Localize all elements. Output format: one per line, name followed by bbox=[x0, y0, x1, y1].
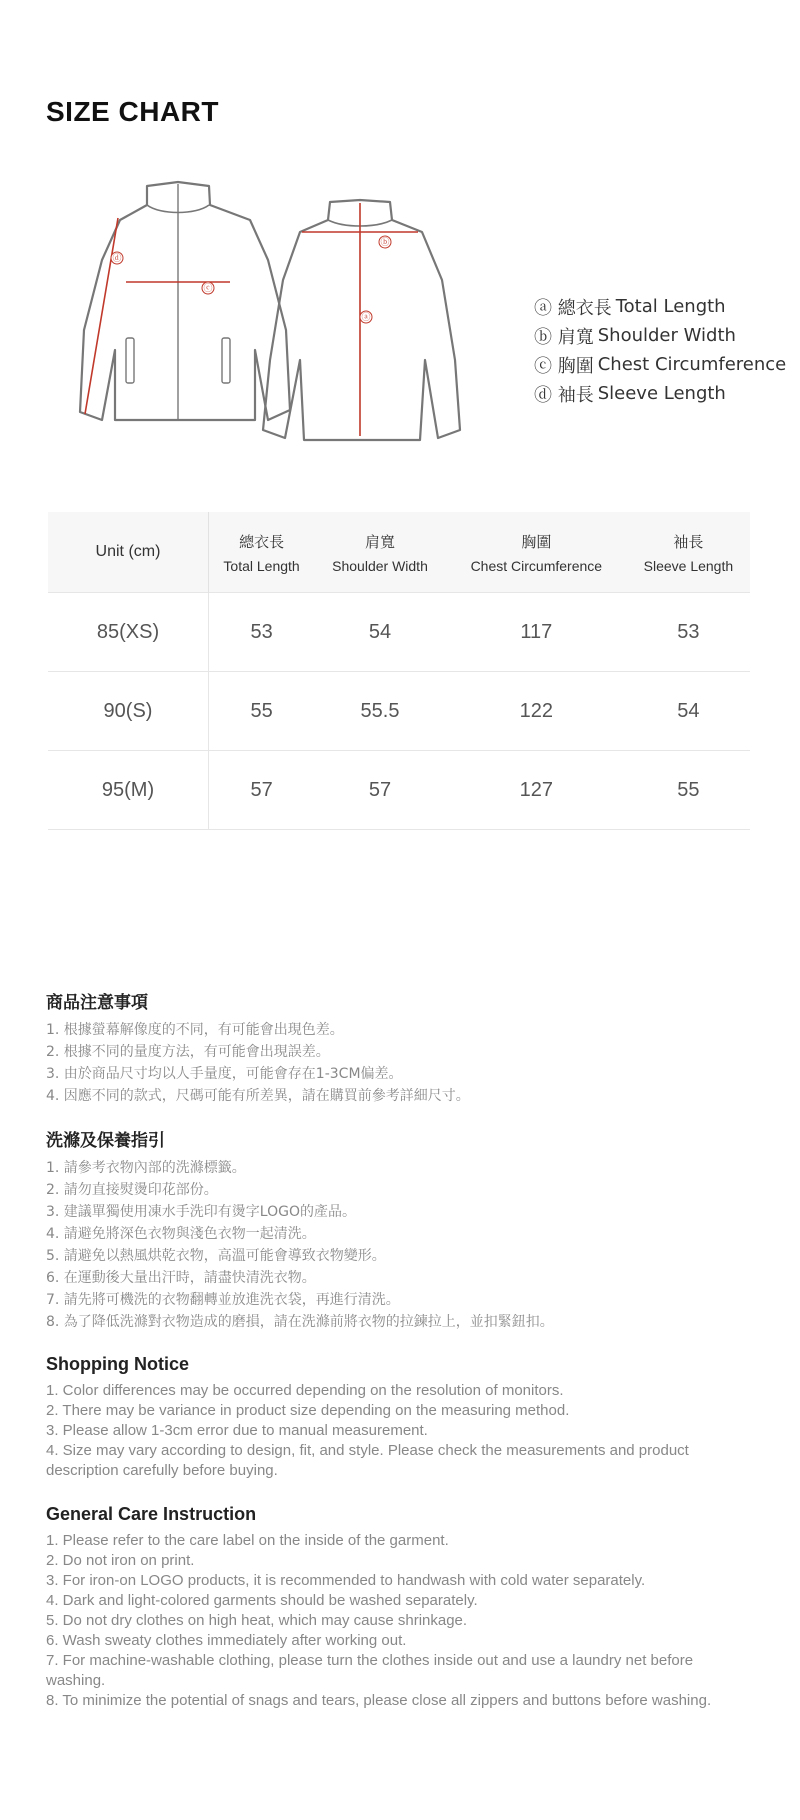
legend-marker: ⓐ bbox=[534, 297, 552, 319]
table-cell: 55.5 bbox=[314, 672, 446, 751]
list-item: 5. 請避免以熱風烘乾衣物，高溫可能會導致衣物變形。 bbox=[46, 1248, 386, 1264]
legend-item bbox=[534, 350, 786, 379]
marker-a: ⓐ bbox=[361, 313, 371, 323]
column-header: 肩寬 Shoulder Width bbox=[314, 512, 446, 593]
list-item: 8. 為了降低洗滌對衣物造成的磨損，請在洗滌前將衣物的拉鍊拉上，並扣緊鈕扣。 bbox=[46, 1314, 554, 1330]
table-cell: 53 bbox=[209, 593, 315, 672]
legend-item bbox=[534, 292, 786, 321]
list-item: 6. 在運動後大量出汗時，請盡快清洗衣物。 bbox=[46, 1270, 316, 1286]
legend-item bbox=[534, 379, 786, 408]
marker-b: ⓑ bbox=[380, 238, 390, 248]
garment-diagram bbox=[50, 170, 480, 450]
list-item: 3. 建議單獨使用凍水手洗印有燙字LOGO的產品。 bbox=[46, 1204, 356, 1220]
column-header: 總衣長 Total Length bbox=[209, 512, 315, 593]
column-header: 袖長 Sleeve Length bbox=[627, 512, 750, 593]
table-cell: 127 bbox=[446, 751, 627, 830]
unit-header: Unit (cm) bbox=[48, 512, 209, 593]
marker-d: ⓓ bbox=[112, 254, 122, 264]
size-label: 90(S) bbox=[48, 672, 209, 751]
list-item: 1. 請參考衣物內部的洗滌標籤。 bbox=[46, 1160, 246, 1176]
legend-cn: 總衣長 bbox=[557, 297, 612, 319]
table-cell: 55 bbox=[209, 672, 315, 751]
table-row bbox=[48, 672, 750, 751]
list-item: 3. Please allow 1-3cm error due to manual measurement. bbox=[46, 1422, 428, 1439]
legend-en: Sleeve Length bbox=[597, 383, 726, 404]
legend-item bbox=[534, 321, 786, 350]
list-item: 2. Do not iron on print. bbox=[46, 1552, 195, 1569]
list-item: 8. To minimize the potential of snags and tears, please close all zippers and buttons before washing. bbox=[46, 1692, 712, 1709]
section-heading: Shopping Notice bbox=[46, 1354, 189, 1374]
legend-cn: 胸圍 bbox=[557, 355, 594, 377]
table-cell: 54 bbox=[314, 593, 446, 672]
size-table bbox=[48, 512, 750, 830]
page-title: SIZE CHART bbox=[46, 96, 219, 127]
table-cell: 117 bbox=[446, 593, 627, 672]
legend-marker: ⓒ bbox=[534, 355, 552, 377]
size-label: 85(XS) bbox=[48, 593, 209, 672]
size-label: 95(M) bbox=[48, 751, 209, 830]
legend-cn: 肩寬 bbox=[557, 326, 594, 348]
list-item: 2. 根據不同的量度方法，有可能會出現誤差。 bbox=[46, 1044, 330, 1060]
shopping-notice-en bbox=[46, 1354, 756, 1481]
table-row bbox=[48, 593, 750, 672]
marker-c: ⓒ bbox=[203, 284, 213, 294]
legend-en: Shoulder Width bbox=[597, 325, 736, 346]
list-item: 2. 請勿直接熨燙印花部份。 bbox=[46, 1182, 218, 1198]
care-guide-cn bbox=[46, 1126, 756, 1333]
table-cell: 122 bbox=[446, 672, 627, 751]
table-cell: 57 bbox=[209, 751, 315, 830]
care-instruction-en bbox=[46, 1504, 756, 1711]
product-notice-cn bbox=[46, 988, 756, 1107]
legend-marker: ⓓ bbox=[534, 384, 552, 406]
legend-en: Total Length bbox=[615, 296, 726, 317]
legend-cn: 袖長 bbox=[557, 384, 594, 406]
legend-en: Chest Circumference bbox=[597, 354, 787, 375]
table-cell: 54 bbox=[627, 672, 750, 751]
section-heading: General Care Instruction bbox=[46, 1504, 257, 1524]
measurement-legend bbox=[534, 292, 786, 408]
list-item: 4. 因應不同的款式，尺碼可能有所差異，請在購買前參考詳細尺寸。 bbox=[46, 1088, 470, 1104]
table-cell: 55 bbox=[627, 751, 750, 830]
table-cell: 57 bbox=[314, 751, 446, 830]
list-item: 1. Please refer to the care label on the inside of the garment. bbox=[46, 1532, 449, 1549]
list-item: 1. Color differences may be occurred depending on the resolution of monitors. bbox=[46, 1382, 564, 1399]
list-item: 5. Do not dry clothes on high heat, which may cause shrinkage. bbox=[46, 1612, 468, 1629]
list-item: 4. 請避免將深色衣物與淺色衣物一起清洗。 bbox=[46, 1226, 316, 1242]
list-item: 3. 由於商品尺寸均以人手量度，可能會存在1-3CM偏差。 bbox=[46, 1066, 403, 1082]
table-row bbox=[48, 751, 750, 830]
list-item: 7. 請先將可機洗的衣物翻轉並放進洗衣袋，再進行清洗。 bbox=[46, 1292, 400, 1308]
table-cell: 53 bbox=[627, 593, 750, 672]
section-heading: 商品注意事項 bbox=[46, 993, 148, 1013]
section-heading: 洗滌及保養指引 bbox=[46, 1131, 165, 1151]
list-item: 1. 根據螢幕解像度的不同，有可能會出現色差。 bbox=[46, 1022, 344, 1038]
front-jacket-outline bbox=[80, 182, 290, 420]
column-header: 胸圍 Chest Circumference bbox=[446, 512, 627, 593]
list-item: 6. Wash sweaty clothes immediately after working out. bbox=[46, 1632, 407, 1649]
list-item: 3. For iron-on LOGO products, it is recommended to handwash with cold water separately. bbox=[46, 1572, 646, 1589]
list-item: 4. Size may vary according to design, fit, and style. Please check the measurements and product description carefully before buying. bbox=[46, 1442, 689, 1479]
legend-marker: ⓑ bbox=[534, 326, 552, 348]
list-item: 2. There may be variance in product size depending on the measuring method. bbox=[46, 1402, 570, 1419]
list-item: 7. For machine-washable clothing, please turn the clothes inside out and use a laundry net before washing. bbox=[46, 1652, 694, 1689]
list-item: 4. Dark and light-colored garments should be washed separately. bbox=[46, 1592, 478, 1609]
size-table-header bbox=[48, 512, 750, 593]
